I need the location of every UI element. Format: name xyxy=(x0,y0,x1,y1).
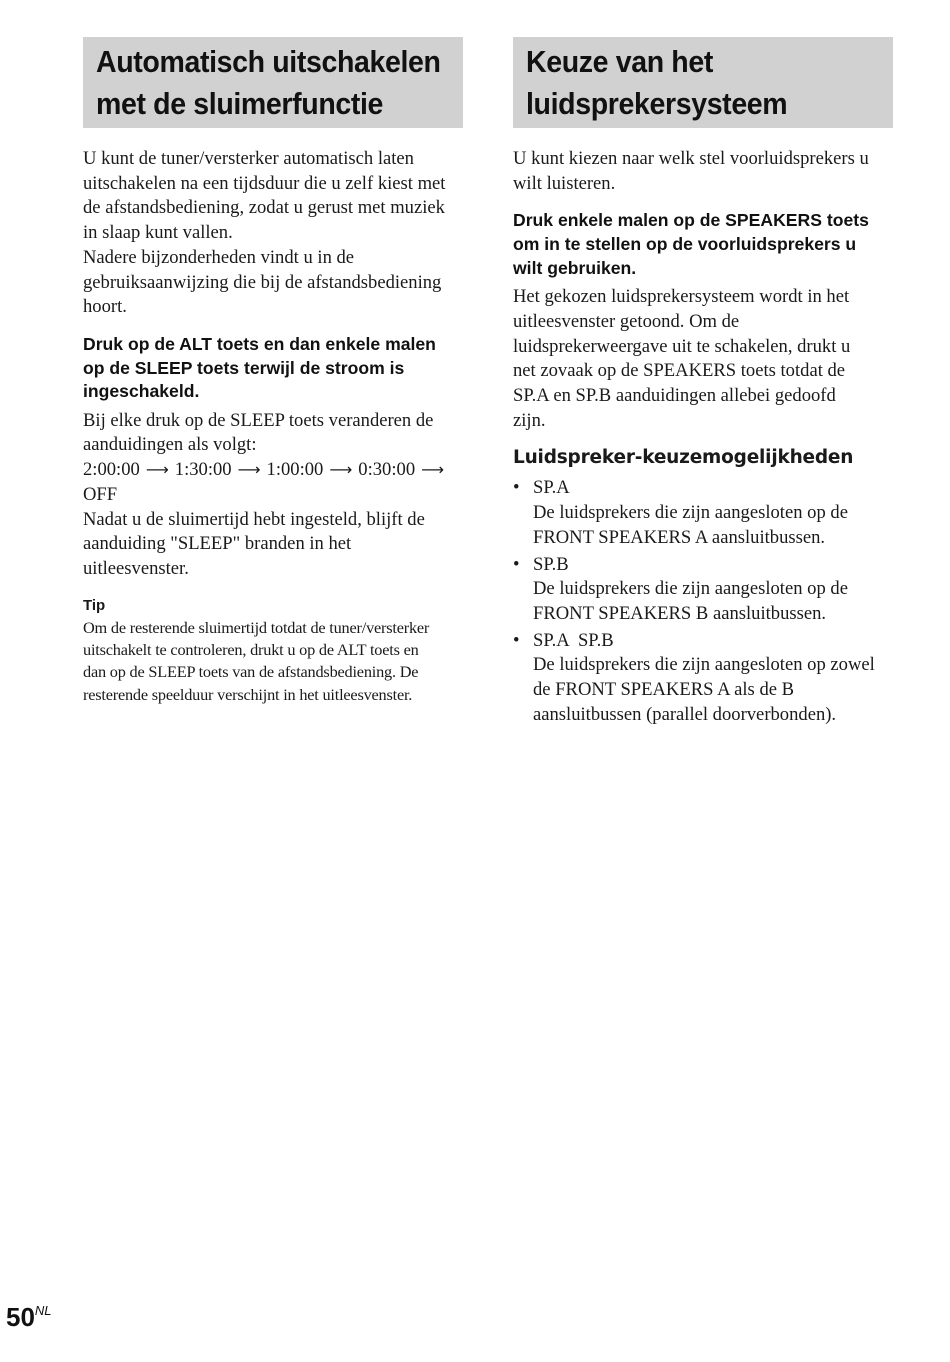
speaker-options-subheading: Luidspreker-keuzemogelijkheden xyxy=(513,447,854,469)
section-heading-speakers xyxy=(513,37,893,128)
text-line: aanduiding "SLEEP" branden in het xyxy=(83,533,352,555)
speaker-options-list xyxy=(513,476,893,727)
list-item xyxy=(513,476,893,550)
text-line: zijn. xyxy=(513,409,546,431)
section-heading-sleep xyxy=(83,37,463,128)
heading-line-2: met de sluimerfunctie xyxy=(96,86,384,121)
text-line: wilt gebruiken. xyxy=(513,257,637,278)
text-line: in slaap kunt vallen. xyxy=(83,222,233,244)
tip-label: Tip xyxy=(83,596,106,614)
after-setting-paragraph xyxy=(83,508,463,582)
description-paragraph xyxy=(83,409,463,458)
text-line: hoort. xyxy=(83,296,127,318)
text-line: De luidsprekers die zijn aangesloten op de xyxy=(533,578,848,600)
description-paragraph xyxy=(513,285,893,433)
page-number xyxy=(6,1302,52,1333)
text-line: op de SLEEP toets terwijl de stroom is xyxy=(83,357,405,378)
option-title: SP.B xyxy=(533,553,569,575)
text-line: FRONT SPEAKERS A aansluitbussen. xyxy=(533,526,826,548)
text-line: ingeschakeld. xyxy=(83,381,200,402)
text-line: uitschakelt te controleren, drukt u op de ALT toets en xyxy=(83,640,419,660)
instruction-step xyxy=(83,333,463,404)
page-number-value: 50 xyxy=(6,1302,35,1332)
sequence-value: 1:00:00 xyxy=(266,459,324,481)
heading-title xyxy=(526,41,853,125)
text-line: resterende speelduur verschijnt in het uitleesvenster. xyxy=(83,684,413,704)
sequence-value: 1:30:00 xyxy=(174,459,232,481)
heading-line-1: Automatisch uitschakelen xyxy=(96,44,441,79)
tip-paragraph xyxy=(83,617,463,707)
text-line: Om de resterende sluimertijd totdat de tuner/versterker xyxy=(83,617,430,637)
right-column xyxy=(513,37,893,729)
list-item xyxy=(513,629,893,728)
text-line: FRONT SPEAKERS B aansluitbussen. xyxy=(533,602,827,624)
text-line: gebruiksaanwijzing die bij de afstandsbediening xyxy=(83,271,442,293)
text-line: U kunt de tuner/versterker automatisch laten xyxy=(83,148,414,169)
heading-line-2: luidsprekersysteem xyxy=(526,86,788,121)
text-line: de FRONT SPEAKERS A als de B xyxy=(533,679,795,701)
text-line: wilt luisteren. xyxy=(513,172,616,194)
option-title: SP.A SP.B xyxy=(533,629,614,651)
language-code: NL xyxy=(34,1303,52,1318)
list-item xyxy=(513,553,893,627)
text-line: uitleesvenster getoond. Om de xyxy=(513,310,740,332)
text-line: U kunt kiezen naar welk stel voorluidsprekers u xyxy=(513,148,869,169)
text-line: net zovaak op de SPEAKERS toets totdat de xyxy=(513,360,846,382)
heading-title xyxy=(96,41,441,125)
text-line: aanduidingen als volgt: xyxy=(83,434,257,456)
text-line: De luidsprekers die zijn aangesloten op zowel xyxy=(533,654,875,676)
sleep-time-sequence xyxy=(83,458,463,507)
text-line: Nadere bijzonderheden vindt u in de xyxy=(83,246,355,268)
right-arrow-icon: ⟶ xyxy=(329,460,353,480)
text-line: SP.A en SP.B aanduidingen allebei gedoofd xyxy=(513,385,836,406)
heading-line-1: Keuze van het xyxy=(526,44,713,79)
intro-paragraph xyxy=(513,147,893,196)
text-line: Nadat u de sluimertijd hebt ingesteld, blijft de xyxy=(83,508,425,530)
bullet-icon: • xyxy=(513,553,520,575)
text-line: om in te stellen op de voorluidsprekers u xyxy=(513,234,857,254)
text-line: uitleesvenster. xyxy=(83,557,189,579)
text-line: Druk enkele malen op de SPEAKERS toets xyxy=(513,210,869,231)
text-line: aansluitbussen (parallel doorverbonden). xyxy=(533,703,837,725)
sequence-value: OFF xyxy=(83,483,118,505)
text-line: De luidsprekers die zijn aangesloten op de xyxy=(533,502,848,524)
text-line: Druk op de ALT toets en dan enkele malen xyxy=(83,333,436,354)
right-arrow-icon: ⟶ xyxy=(421,460,445,480)
text-line: luidsprekerweergave uit te schakelen, drukt u xyxy=(513,335,851,357)
right-arrow-icon: ⟶ xyxy=(145,460,169,480)
sequence-value: 2:00:00 xyxy=(83,459,140,481)
bullet-icon: • xyxy=(513,477,520,499)
text-line: de afstandsbediening, zodat u gerust met muziek xyxy=(83,197,445,219)
text-line: dan op de SLEEP toets van de afstandsbediening. De xyxy=(83,662,419,682)
bullet-icon: • xyxy=(513,629,520,651)
option-title: SP.A xyxy=(533,477,570,499)
text-line: Bij elke druk op de SLEEP toets veranderen de xyxy=(83,409,434,431)
intro-paragraph xyxy=(83,147,463,320)
text-line: uitschakelen na een tijdsduur die u zelf kiest met xyxy=(83,172,446,194)
right-arrow-icon: ⟶ xyxy=(237,460,261,480)
sequence-value: 0:30:00 xyxy=(358,459,416,481)
left-column xyxy=(83,37,463,706)
text-line: Het gekozen luidsprekersysteem wordt in het xyxy=(513,286,850,308)
instruction-step xyxy=(513,209,893,280)
